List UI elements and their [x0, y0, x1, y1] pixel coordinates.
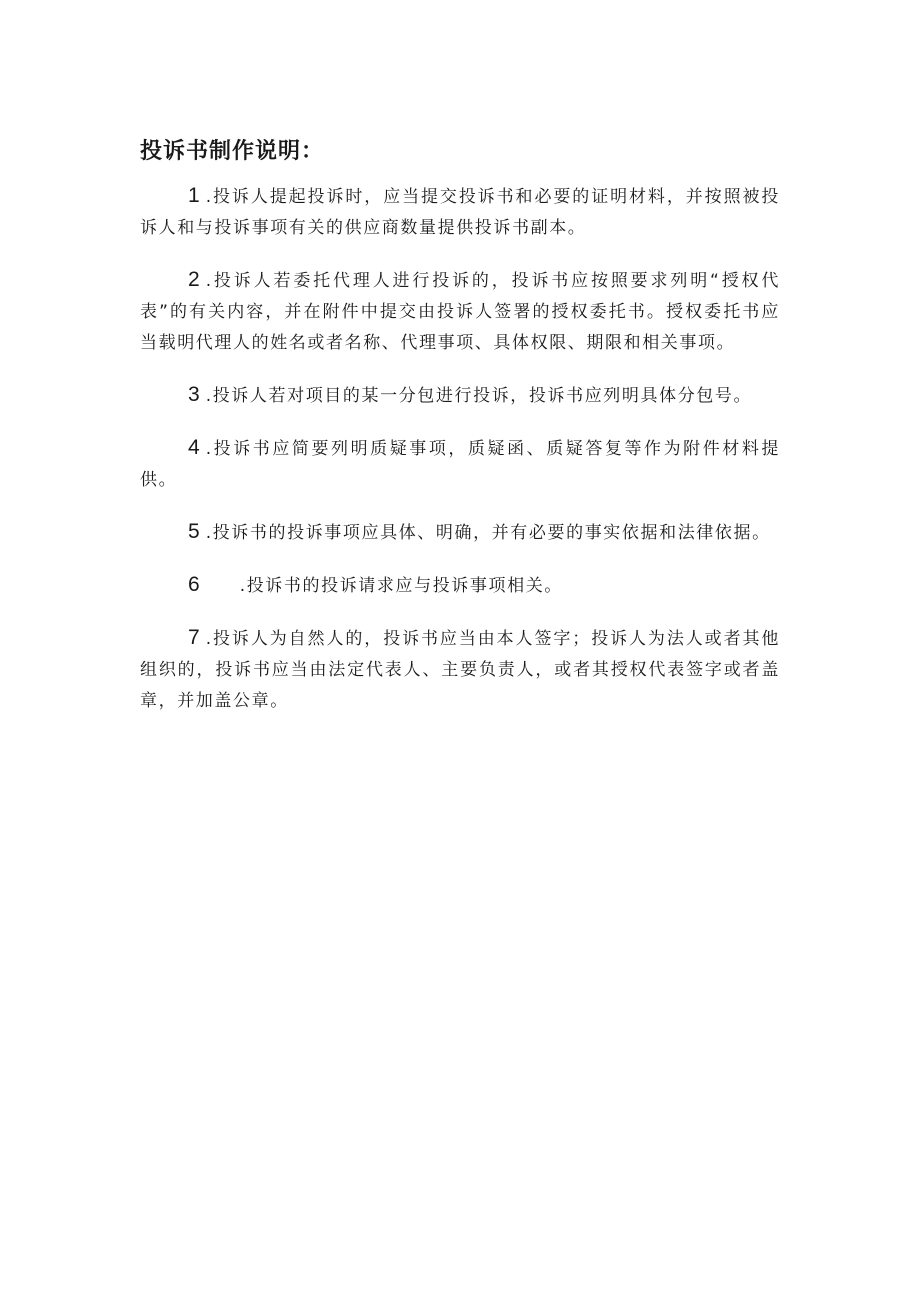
- instruction-item: [140, 622, 780, 717]
- item-text: .投诉书的投诉事项应具体、明确，并有必要的事实依据和法律依据。: [205, 523, 771, 543]
- instruction-item: [140, 432, 780, 496]
- item-number: 7: [188, 626, 200, 649]
- instruction-item: [140, 379, 780, 412]
- item-text: .投诉人若对项目的某一分包进行投诉，投诉书应列明具体分包号。: [205, 386, 753, 406]
- item-number: 2: [188, 268, 200, 291]
- instruction-item: [140, 180, 780, 244]
- instruction-item: [140, 569, 780, 602]
- item-number: 1: [188, 184, 200, 207]
- item-text: .投诉人若委托代理人进行投诉的，投诉书应按照要求列明“授权代表”的有关内容，并在附件中提交由投诉人签署的授权委托书。授权委托书应当载明代理人的姓名或者名称、代理事项、具体权限、期限和相关事项。: [140, 271, 780, 353]
- document-title: 投诉书制作说明：: [140, 139, 325, 164]
- item-number: 5: [188, 520, 200, 543]
- instruction-list: [140, 180, 780, 737]
- item-text: .投诉书应简要列明质疑事项，质疑函、质疑答复等作为附件材料提供。: [140, 439, 780, 490]
- item-text: .投诉书的投诉请求应与投诉事项相关。: [239, 576, 563, 596]
- item-number: 3: [188, 383, 200, 406]
- item-text: .投诉人提起投诉时，应当提交投诉书和必要的证明材料，并按照被投诉人和与投诉事项有关的供应商数量提供投诉书副本。: [140, 187, 780, 238]
- item-number: 6: [188, 573, 200, 596]
- item-text: .投诉人为自然人的，投诉书应当由本人签字；投诉人为法人或者其他组织的，投诉书应当由法定代表人、主要负责人，或者其授权代表签字或者盖章，并加盖公章。: [140, 629, 780, 711]
- instruction-item: [140, 516, 780, 549]
- instruction-item: [140, 264, 780, 359]
- item-number: 4: [188, 436, 200, 459]
